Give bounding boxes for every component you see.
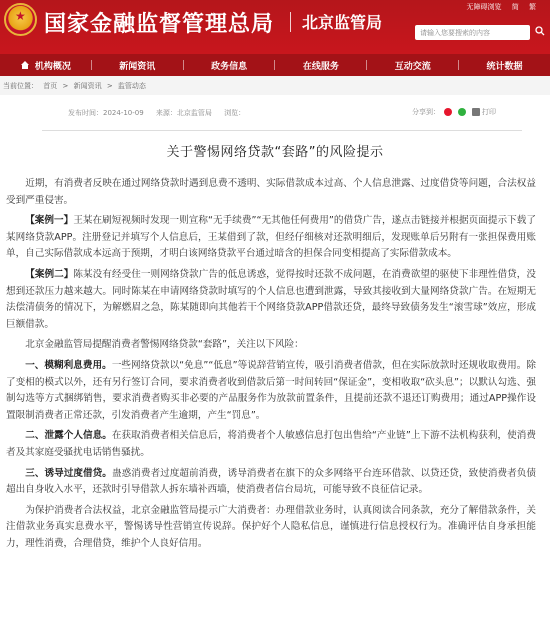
search-input[interactable]: 请输入您要搜索的内容 <box>415 25 530 40</box>
article-meta <box>0 95 550 131</box>
nav-government-info[interactable]: 政务信息 <box>211 61 248 72</box>
site-title[interactable]: 国家金融监督管理总局 <box>44 12 275 37</box>
weibo-icon[interactable] <box>444 108 452 116</box>
nav-home[interactable] <box>0 59 91 72</box>
branch-title[interactable]: 北京监管局 <box>302 13 383 32</box>
home-icon <box>20 60 30 70</box>
nav-news[interactable]: 新闻资讯 <box>119 61 156 72</box>
traditional-link[interactable]: 繁 <box>529 3 536 11</box>
nav-online-service[interactable]: 在线服务 <box>302 61 339 72</box>
view-count: 浏览： <box>224 109 246 117</box>
article-paragraph: 三、诱导过度借贷。蛊惑消费者过度超前消费，诱导消费者在旗下的众多网络平台连环借款、以贷还贷，致使消费者负债超出自身收入水平，还款时引导借款人拆东墙补西墙，使消费者信台局坑，可能导致不良征信记录。 <box>6 467 536 496</box>
article-paragraph: 北京金融监管局提醒消费者警惕网络贷款“套路”，关注以下风险： <box>25 339 304 351</box>
article-title: 关于警惕网络贷款“套路”的风险提示 <box>166 145 384 160</box>
article-paragraph: 近期，有消费者反映在通过网络贷款时遇到息费不透明、实际借款成本过高、个人信息泄露、过度借贷等问题，合法权益受到严重侵害。 <box>6 178 536 206</box>
breadcrumb-regulation[interactable]: 监管动态 <box>117 82 146 90</box>
national-emblem-logo <box>4 3 37 36</box>
main-nav <box>0 54 550 76</box>
article-paragraph: 为保护消费者合法权益，北京金融监管局提示广大消费者：办理借款业务时，认真阅读合同条款，充分了解借款条件，关注借款业务真实息费水平，警惕诱导性营销宣传说辞。保护好个人隐私信息，谨慎进行信息授权行为。准确评估自身承担能力，理性消费，合理借贷，维护个人良好信用。 <box>6 504 536 549</box>
article-paragraph: 一、模糊利息费用。一些网络贷款以“免息”“低息”等说辞营销宣传，吸引消费者借款，但在实际放款时还规收取费用。除了变相的模式以外，还有另行签订合同，要求消费者收到借款后第一时间转回“保证金”，变相收取“砍头息”；以默认勾选、强制勾选等方式捆绑销售，要求消费者购买非必要的产品服务作为放款前置条件，且提前还款不退还订购费用；通过APP操作设置限制消费者正常还款，引发消费者产生逾期，产生“罚息”。 <box>6 359 536 421</box>
share-label: 分享到： <box>412 108 440 116</box>
print-button[interactable]: 打印 <box>482 108 496 116</box>
simplified-link[interactable]: 简 <box>511 3 519 11</box>
publish-date: 发布时间：2024-10-09 <box>68 109 144 117</box>
nav-label: 机构概况 <box>34 61 71 72</box>
wechat-icon[interactable] <box>458 108 466 116</box>
accessibility-link[interactable]: 无障碍浏览 <box>466 3 502 11</box>
title-divider <box>290 12 291 32</box>
breadcrumb-home[interactable]: 首页 <box>43 82 58 90</box>
print-icon[interactable] <box>472 108 480 116</box>
search-icon[interactable] <box>533 26 547 39</box>
share-bar <box>412 107 496 117</box>
article-paragraph: 二、泄露个人信息。在获取消费者相关信息后，将消费者个人敏感信息打包出售给“产业链”上下游不法机构获利，使消费者及其家庭受骚扰电话销售骚扰。 <box>6 430 536 458</box>
breadcrumb: 当前位置： 首页 > 新闻资讯 > 监管动态 <box>0 76 550 95</box>
article-paragraph: 【案例一】王某在刷短视频时发现一则宣称“无手续费”“无其他任何费用”的借贷广告，遂点击链接并根据页面提示下载了某网络贷款APP。注册登记并填写个人信息后，王某借到了款，但经仔细核对还款明细后，发现账单后另附有一张担保费用账单，自己实际借款成本远高于预期，才明白该网络贷款平台通过暗含的担保合同变相提高了实际借款成本。 <box>6 215 536 260</box>
breadcrumb-news[interactable]: 新闻资讯 <box>73 82 102 90</box>
article-body <box>0 160 550 552</box>
site-header <box>0 0 550 54</box>
top-links <box>459 2 536 12</box>
nav-statistics[interactable]: 统计数据 <box>486 61 523 72</box>
nav-interaction[interactable]: 互动交流 <box>394 61 431 72</box>
breadcrumb-label: 当前位置： <box>3 82 38 90</box>
article-paragraph: 【案例二】陈某没有经受住一则网络贷款广告的低息诱惑，觉得按时还款不成问题，在消费欲望的驱使下非理性借贷，没想到还款压力越来越大。同时陈某在申请网络贷款时填写的个人信息也遭到泄露，导致其接收到大量网络贷款广告。在短期无法偿清债务的情况下，为解燃眉之急，陈某随即向其他若干个网络贷款APP借款还贷，最终导致债务发生“滚雪球”效应，形成巨额借款。 <box>6 268 537 330</box>
article-source: 来源：北京监管局 <box>155 109 212 117</box>
